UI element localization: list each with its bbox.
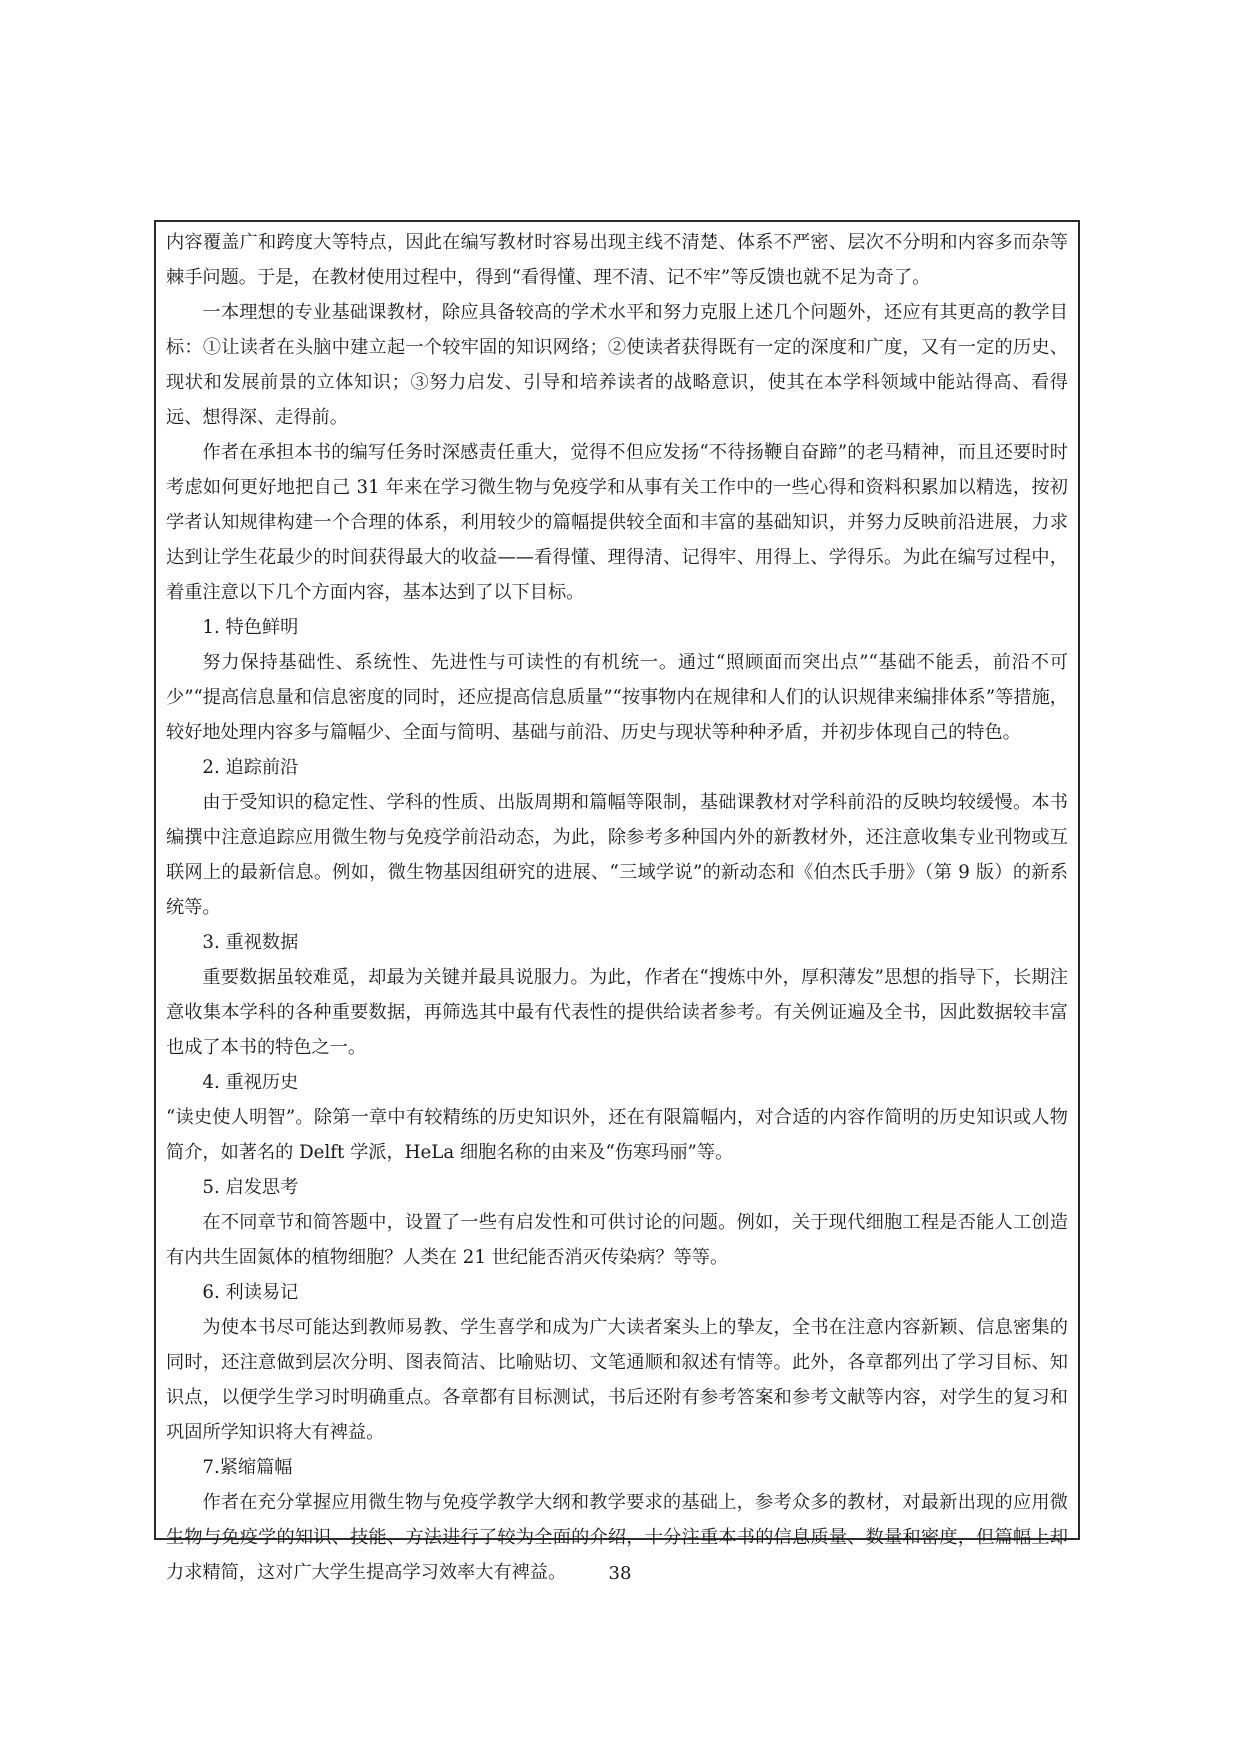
body-paragraph-author-intent: 作者在承担本书的编写任务时深感责任重大，觉得不但应发扬“不待扬鞭自奋蹄”的老马精神，而且还要时时考虑如何更好地把自己 31 年来在学习微生物与免疫学和从事有关工作中的一些心得和资料积累加以精选，按初学者认知规律构建一个合理的体系，利用较少的篇幅提供较全面和丰富的基础知识，并努力反映前沿进展，力求达到让学生花最少的时间获得最大的收益——看得懂、理得清、记得牢、用得上、学得乐。为此在编写过程中，着重注意以下几个方面内容，基本达到了以下目标。 (166, 442, 1068, 603)
section-heading-2: 2. 追踪前沿 (202, 757, 299, 778)
page-number: 38 (608, 1563, 632, 1584)
section-body-3: 重要数据虽较难觅，却最为关键并最具说服力。为此，作者在“搜炼中外，厚积薄发”思想的指导下，长期注意收集本学科的各种重要数据，再筛选其中最有代表性的提供给读者参考。有关例证遍及全书，因此数据较丰富也成了本书的特色之一。 (166, 967, 1068, 1058)
section-body-1: 努力保持基础性、系统性、先进性与可读性的有机统一。通过“照顾面而突出点”“基础不能丢，前沿不可少”“提高信息量和信息密度的同时，还应提高信息质量”“按事物内在规律和人们的认识规律来编排体系”等措施，较好地处理内容多与篇幅少、全面与简明、基础与前沿、历史与现状等种种矛盾，并初步体现自己的特色。 (166, 652, 1068, 743)
body-paragraph-ideal-textbook: 一本理想的专业基础课教材，除应具备较高的学术水平和努力克服上述几个问题外，还应有其更高的教学目标：①让读者在头脑中建立起一个较牢固的知识网络；②使读者获得既有一定的深度和广度，又有一定的历史、现状和发展前景的立体知识；③努力启发、引导和培养读者的战略意识，使其在本学科领域中能站得高、看得远、想得深、走得前。 (166, 302, 1068, 428)
section-body-5: 在不同章节和简答题中，设置了一些有启发性和可供讨论的问题。例如，关于现代细胞工程是否能人工创造有内共生固氮体的植物细胞？人类在 21 世纪能否消灭传染病？等等。 (166, 1212, 1068, 1268)
section-heading-4: 4. 重视历史 (202, 1072, 299, 1093)
body-paragraph-continuation: 内容覆盖广和跨度大等特点，因此在编写教材时容易出现主线不清楚、体系不严密、层次不分明和内容多而杂等棘手问题。于是，在教材使用过程中，得到“看得懂、理不清、记不牢”等反馈也就不足为奇了。 (166, 232, 1068, 288)
section-heading-7: 7.紧缩篇幅 (202, 1457, 293, 1478)
section-heading-5: 5. 启发思考 (202, 1177, 299, 1198)
section-heading-6: 6. 利读易记 (202, 1282, 299, 1303)
section-body-7: 作者在充分掌握应用微生物与免疫学教学大纲和教学要求的基础上，参考众多的教材，对最新出现的应用微生物与免疫学的知识、技能、方法进行了较为全面的介绍，十分注重本书的信息质量、数量和密度，但篇幅上却力求精简，这对广大学生提高学习效率大有裨益。 (166, 1492, 1068, 1583)
section-heading-1: 1. 特色鲜明 (202, 617, 299, 638)
section-body-2: 由于受知识的稳定性、学科的性质、出版周期和篇幅等限制，基础课教材对学科前沿的反映均较缓慢。本书编撰中注意追踪应用微生物与免疫学前沿动态，为此，除参考多种国内外的新教材外，还注意收集专业刊物或互联网上的最新信息。例如，微生物基因组研究的进展、“三域学说”的新动态和《伯杰氏手册》（第 9 版）的新系统等。 (166, 792, 1068, 918)
section-heading-3: 3. 重视数据 (202, 932, 299, 953)
section-body-6: 为使本书尽可能达到教师易教、学生喜学和成为广大读者案头上的挚友，全书在注意内容新颖、信息密集的同时，还注意做到层次分明、图表简洁、比喻贴切、文笔通顺和叙述有情等。此外，各章都列出了学习目标、知识点，以便学生学习时明确重点。各章都有目标测试，书后还附有参考答案和参考文献等内容，对学生的复习和巩固所学知识将大有裨益。 (166, 1317, 1068, 1443)
section-body-4: “读史使人明智”。除第一章中有较精练的历史知识外，还在有限篇幅内，对合适的内容作简明的历史知识或人物简介，如著名的 Delft 学派，HeLa 细胞名称的由来及“伤寒玛丽”等。 (166, 1107, 1068, 1163)
